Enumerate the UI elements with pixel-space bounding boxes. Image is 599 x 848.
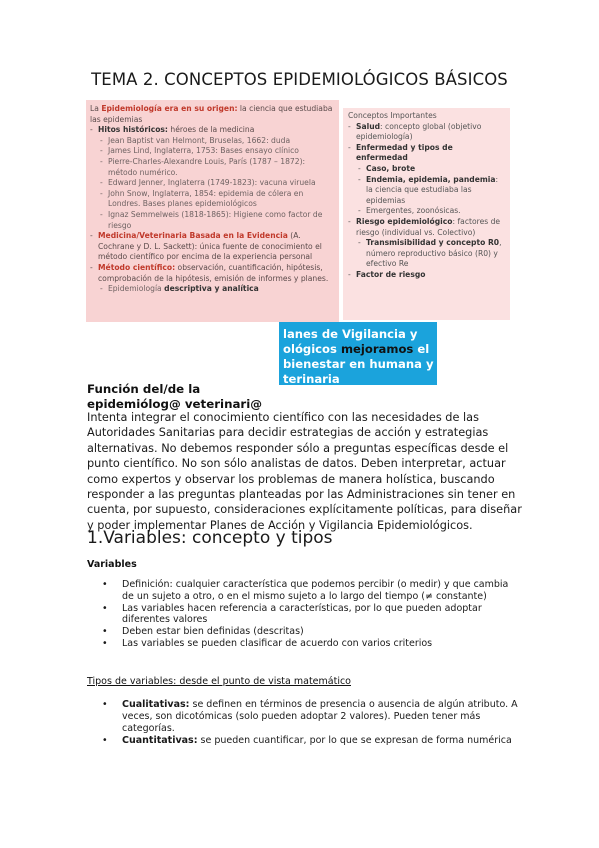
metodo-item: - Método científico: observación, cuantificación, hipótesis, comprobación de la hipótesis, emisión de informes y planes.: [90, 262, 329, 283]
callout-line: ológicos mejoramos el: [283, 342, 430, 356]
bullet-icon: •: [102, 579, 108, 590]
epidemiology-origin-box: [86, 100, 339, 322]
list-item: • Las variables se pueden clasificar de acuerdo con varios criterios: [102, 637, 433, 649]
callout-line: lanes de Vigilancia y: [283, 327, 418, 341]
bullet-icon: •: [102, 735, 108, 747]
funcion-heading: Función del/de la epidemiólog@ veterinari@: [87, 382, 263, 411]
hitos-heading: - Hitos históricos: héroes de la medicina: [90, 125, 255, 135]
hito-item: - Ignaz Semmelweis (1818-1865): Higiene como factor de riesgo: [100, 209, 323, 230]
list-item: • Cuantitativas: se pueden cuantificar, por lo que se expresan de forma numérica: [102, 735, 512, 747]
tipos-subheading: Tipos de variables: desde el punto de vista matemático: [87, 676, 351, 687]
list-item: • Definición: cualquier característica que podemos percibir (o medir) y que cambia de un sujeto a otro, o en el mismo sujeto a lo largo del tiempo (≠ constante): [102, 579, 509, 602]
concept-emergentes: - Emergentes, zoonósicas.: [358, 206, 461, 216]
variables-list: [102, 579, 522, 650]
concept-salud: - Salud: concepto global (objetivo epidemiología): [348, 121, 482, 142]
hito-item: - John Snow, Inglaterra, 1854: epidemia de cólera en Londres. Bases planes epidemiológicos: [100, 188, 304, 209]
hito-item: - James Lind, Inglaterra, 1753: Bases ensayo clínico: [100, 146, 299, 156]
concept-endemia: - Endemia, epidemia, pandemia: la ciencia que estudiaba las epidemias: [358, 174, 499, 205]
tipos-list: [102, 699, 522, 747]
variables-subheading: Variables: [87, 559, 137, 570]
epi-item: - Epidemiología descriptiva y analítica: [100, 284, 259, 294]
bullet-icon: •: [102, 602, 108, 614]
mbe-item: - Medicina/Veterinaria Basada en la Evidencia (A. Cochrane y D. L. Sackett): única fuente de conocimiento el método científico por encima de la experiencia personal: [90, 231, 322, 262]
list-item: • Cualitativas: se definen en términos de presencia o ausencia de algún atributo. A veces, son dicotómicas (solo pueden adoptar 2 valores). Pueden tener más categorías.: [102, 699, 518, 734]
concept-factor-riesgo: - Factor de riesgo: [348, 269, 426, 279]
origin-intro: La Epidemiología era en su origen: la ciencia que estudiaba las epidemias: [90, 104, 333, 124]
hito-item: - Jean Baptist van Helmont, Bruselas, 1662: duda: [100, 135, 291, 145]
hito-item: - Edward Jenner, Inglaterra (1749-1823): vacuna viruela: [100, 178, 316, 188]
callout-line: bienestar en humana y: [283, 357, 434, 371]
funcion-paragraph: Intenta integrar el conocimiento científico con las necesidades de las Autoridades Sanitarias para decidir estrategias de acción y estrategias alternativas. No debemos responder sólo a preguntas específicas desde el punto científico. No son sólo analistas de datos. Deben interpretar, actuar como expertos y observar los problemas de manera holística, buscando responder a las preguntas planteadas por las Administraciones sin tener en cuenta, por supuesto, consideraciones explícitamente políticas, para diseñar y poder implementar Planes de Acción y Vigilancia Epidemiológicos.: [87, 411, 522, 532]
key-concepts-box: [343, 108, 510, 320]
bullet-icon: •: [102, 637, 108, 649]
hito-item: - Pierre-Charles-Alexandre Louis, París (1787 – 1872): método numérico.: [100, 156, 306, 177]
callout-line: terinaria: [283, 372, 340, 385]
concept-riesgo: - Riesgo epidemiológico: factores de riesgo (individual vs. Colectivo): [348, 216, 501, 237]
list-item: • Deben estar bien definidas (descritas): [102, 626, 304, 638]
concept-enfermedad: - Enfermedad y tipos de enfermedad: [348, 142, 453, 163]
vigilance-callout: [279, 322, 437, 385]
concepts-heading: Conceptos Importantes: [348, 111, 437, 120]
concept-transmisibilidad: - Transmisibilidad y concepto R0, número reproductivo básico (R0) y efectivo Re: [358, 238, 502, 269]
concept-caso: - Caso, brote: [358, 163, 416, 173]
page-title: TEMA 2. CONCEPTOS EPIDEMIOLÓGICOS BÁSICOS: [91, 70, 508, 89]
list-item: • Las variables hacen referencia a características, por lo que pueden adoptar diferentes valores: [102, 602, 482, 626]
section-heading: 1.Variables: concepto y tipos: [87, 528, 333, 548]
bullet-icon: •: [102, 699, 108, 710]
bullet-icon: •: [102, 626, 108, 638]
